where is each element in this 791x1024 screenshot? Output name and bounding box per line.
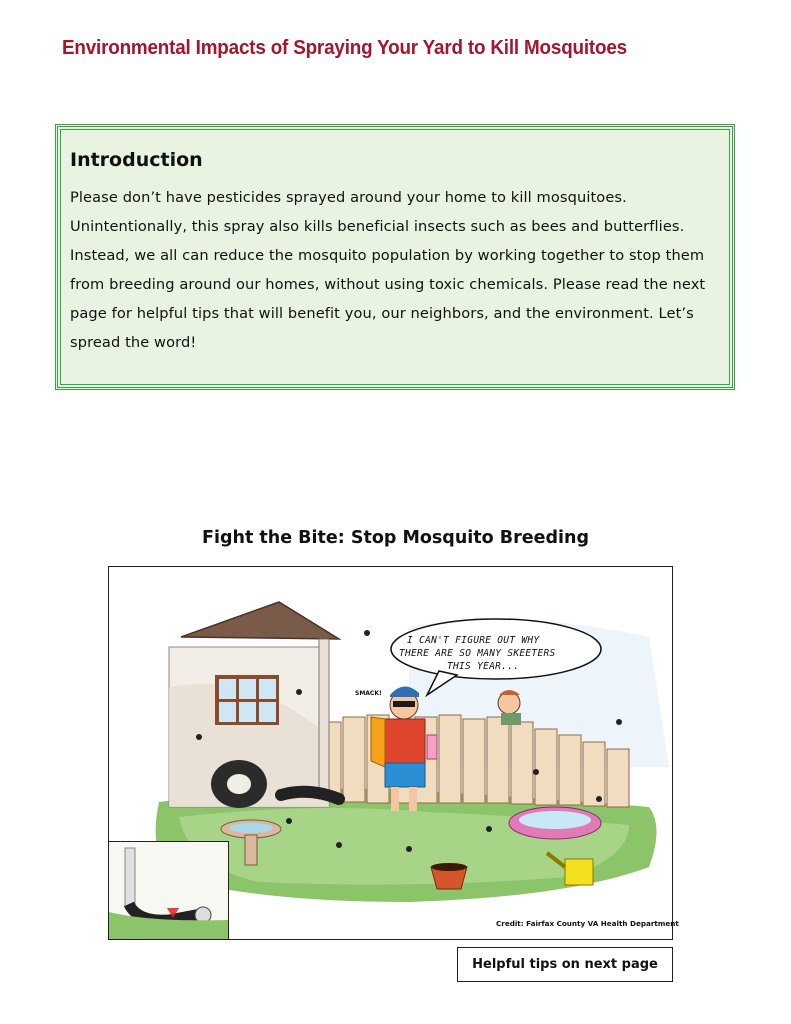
introduction-box [55,124,735,390]
house-window [215,675,279,725]
downspout-illustration [109,842,229,940]
speech-line-1: I CAN'T FIGURE OUT WHY [407,635,540,646]
cartoon-title: Fight the Bite: Stop Mosquito Breeding [202,528,589,548]
speech-line-3: THIS YEAR... [447,661,520,672]
helpful-tips-note: Helpful tips on next page [457,947,673,982]
introduction-text: Please don’t have pesticides sprayed around your home to kill mosquitoes. Unintentionally, this spray also kills beneficial insects such as bees and butterflies. Instead, we all can reduce the mosquito population by working together to stop them from breeding around our homes, without using toxic chemicals. Please read the next page for helpful tips that will benefit you, our neighbors, and the environment. Let’s spread the word! [70,189,706,351]
introduction-heading: Introduction [70,149,203,171]
image-credit: Credit: Fairfax County VA Health Department [496,919,679,928]
smack-text: SMACK! [355,690,382,697]
page-title: Environmental Impacts of Spraying Your Yard to Kill Mosquitoes [62,36,627,59]
downspout-inset [108,841,229,940]
speech-line-2: THERE ARE SO MANY SKEETERS [399,648,556,659]
